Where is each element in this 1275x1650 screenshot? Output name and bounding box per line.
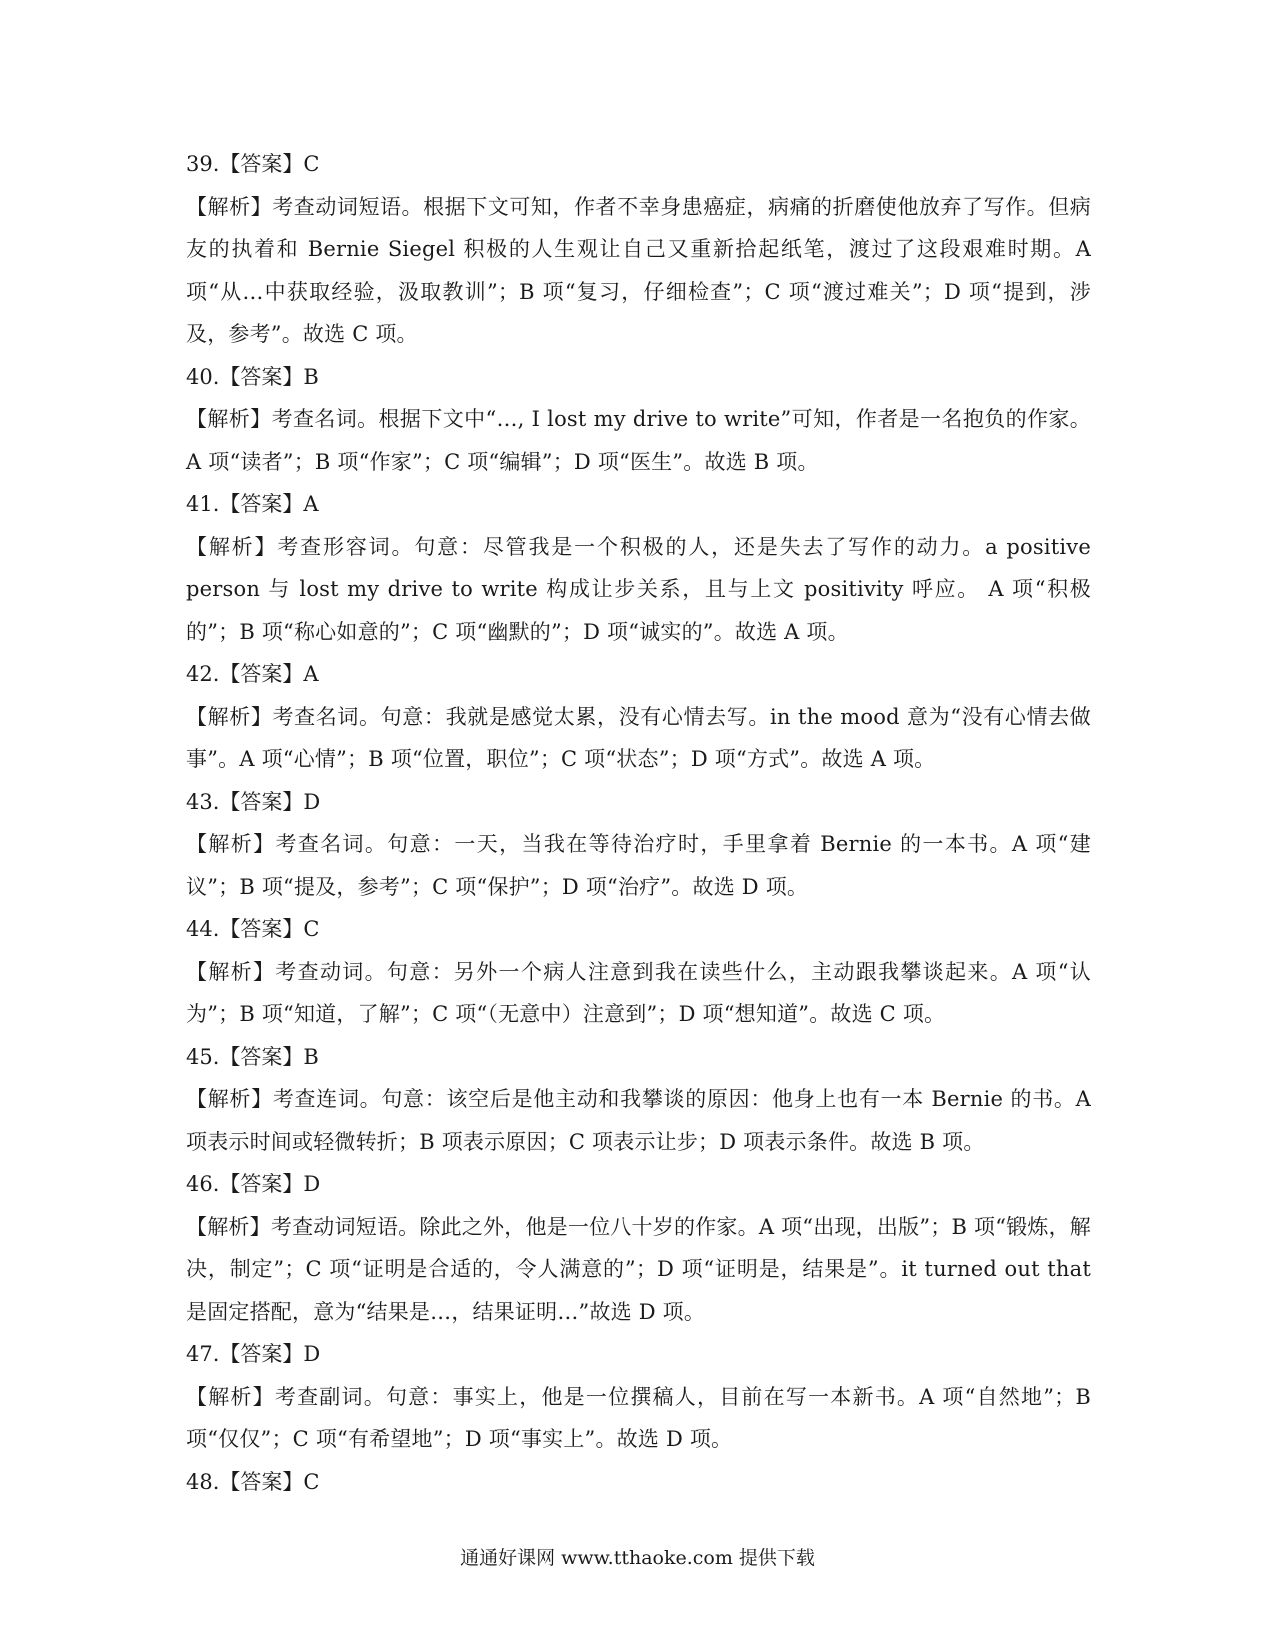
answer-entry-43	[186, 781, 1091, 909]
analysis-text: 【解析】考查动词短语。根据下文可知，作者不幸身患癌症，病痛的折磨使他放弃了写作。但病友的执着和 Bernie Siegel 积极的人生观让自己又重新拾起纸笔，渡过了这段艰难时期。A 项“从…中获取经验，汲取教训”；B 项“复习，仔细检查”；C 项“渡过难关”；D 项“提到，涉及，参考”。故选 C 项。	[186, 194, 1091, 346]
answer-entry-46	[186, 1163, 1091, 1333]
analysis-text: 【解析】考查形容词。句意：尽管我是一个积极的人，还是失去了写作的动力。a positive person 与 lost my drive to write 构成让步关系，且与上文 positivity 呼应。 A 项“积极的”；B 项“称心如意的”；C 项“幽默的”；D 项“诚实的”。故选 A 项。	[186, 534, 1091, 644]
analysis-text: 【解析】考查名词。句意：一天，当我在等待治疗时，手里拿着 Bernie 的一本书。A 项“建议”；B 项“提及，参考”；C 项“保护”；D 项“治疗”。故选 D 项。	[186, 832, 1091, 899]
analysis-text: 【解析】考查名词。根据下文中“…, I lost my drive to write”可知，作者是一名抱负的作家。A 项“读者”；B 项“作家”；C 项“编辑”；D 项“医生”。故选 B 项。	[186, 407, 1091, 474]
answer-label: 40.【答案】B	[186, 364, 319, 389]
answer-entry-44	[186, 908, 1091, 1036]
page-footer: 通通好课网 www.tthaoke.com 提供下载	[460, 1547, 815, 1569]
answer-label: 43.【答案】D	[186, 789, 321, 814]
answer-entry-48	[186, 1461, 1091, 1504]
analysis-text: 【解析】考查连词。句意：该空后是他主动和我攀谈的原因：他身上也有一本 Bernie 的书。A 项表示时间或轻微转折；B 项表示原因；C 项表示让步；D 项表示条件。故选 B 项。	[186, 1087, 1091, 1154]
answer-label: 48.【答案】C	[186, 1469, 320, 1494]
answer-label: 41.【答案】A	[186, 492, 319, 516]
answer-entry-45	[186, 1036, 1091, 1164]
analysis-text: 【解析】考查名词。句意：我就是感觉太累，没有心情去写。in the mood 意为“没有心情去做事”。A 项“心情”；B 项“位置，职位”；C 项“状态”；D 项“方式”。故选 A 项。	[186, 704, 1091, 771]
analysis-text: 【解析】考查动词短语。除此之外，他是一位八十岁的作家。A 项“出现，出版”；B 项“锻炼，解决，制定”；C 项“证明是合适的，令人满意的”；D 项“证明是，结果是”。it turned out that 是固定搭配，意为“结果是…，结果证明…”故选 D 项。	[186, 1214, 1091, 1324]
answer-label: 39.【答案】C	[186, 152, 320, 176]
answer-label: 45.【答案】B	[186, 1044, 319, 1069]
answer-label: 47.【答案】D	[186, 1342, 321, 1366]
analysis-text: 【解析】考查动词。句意：另外一个病人注意到我在读些什么，主动跟我攀谈起来。A 项“认为”；B 项“知道，了解”；C 项“（无意中）注意到”；D 项“想知道”。故选 C 项。	[186, 959, 1091, 1026]
answer-entry-42	[186, 653, 1091, 781]
analysis-text: 【解析】考查副词。句意：事实上，他是一位撰稿人，目前在写一本新书。A 项“自然地”；B 项“仅仅”；C 项“有希望地”；D 项“事实上”。故选 D 项。	[186, 1384, 1091, 1451]
answer-label: 44.【答案】C	[186, 917, 320, 941]
answer-entry-41	[186, 483, 1091, 653]
answer-entry-40	[186, 356, 1091, 484]
answer-entry-47	[186, 1333, 1091, 1461]
answer-entry-39	[186, 143, 1091, 356]
answer-key-page	[186, 143, 1091, 1503]
answer-label: 42.【答案】A	[186, 662, 319, 686]
answer-label: 46.【答案】D	[186, 1172, 321, 1196]
